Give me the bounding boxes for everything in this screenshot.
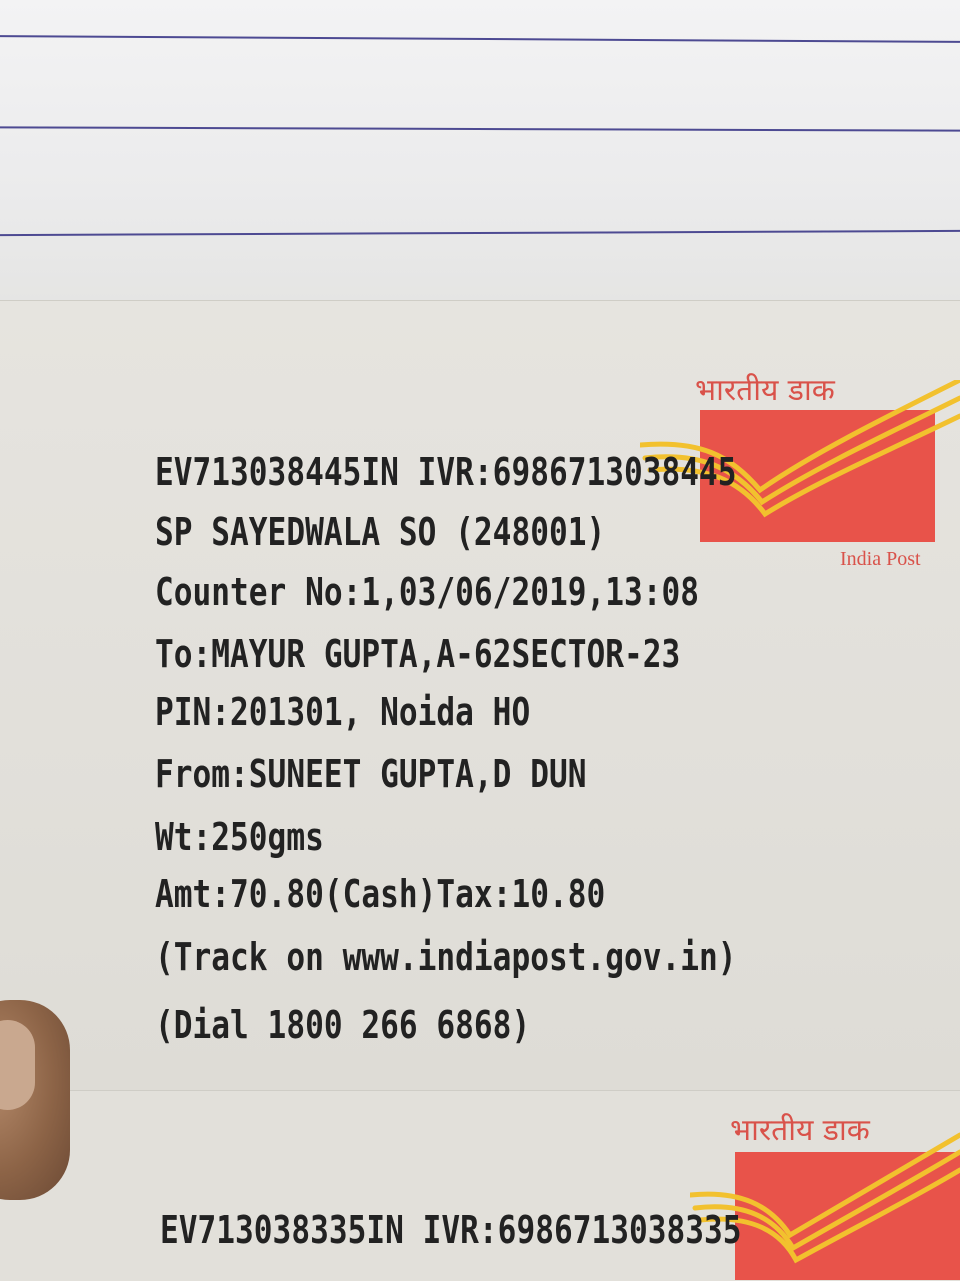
receipt-line-amount: Amt:70.80(Cash)Tax:10.80 [155, 872, 606, 916]
ruled-line [0, 35, 960, 43]
receipt-2-line-tracking: EV713038335IN IVR:6986713038335 [160, 1208, 742, 1252]
thumb-nail [0, 1020, 35, 1110]
receipt-line-counter: Counter No:1,03/06/2019,13:08 [155, 570, 700, 614]
receipt-line-tracking: EV713038445IN IVR:6986713038445 [155, 450, 737, 494]
receipt-line-pin: PIN:201301, Noida HO [155, 690, 531, 734]
receipt-line-office: SP SAYEDWALA SO (248001) [155, 510, 606, 554]
receipt-line-dial: (Dial 1800 266 6868) [155, 1003, 531, 1047]
ruled-line [0, 230, 960, 236]
receipt-line-weight: Wt:250gms [155, 815, 324, 859]
receipt-line-from: From:SUNEET GUPTA,D DUN [155, 752, 587, 796]
receipt-line-track: (Track on www.indiapost.gov.in) [155, 935, 737, 979]
ruled-line [0, 126, 960, 131]
india-post-english-text: India Post [840, 548, 921, 570]
india-post-hindi-text: भारतीय डाक [695, 373, 835, 408]
india-post-hindi-text: भारतीय डाक [730, 1113, 870, 1148]
receipt-line-to: To:MAYUR GUPTA,A-62SECTOR-23 [155, 632, 681, 676]
envelope-top [0, 0, 960, 320]
india-post-logo-icon [690, 1130, 960, 1280]
